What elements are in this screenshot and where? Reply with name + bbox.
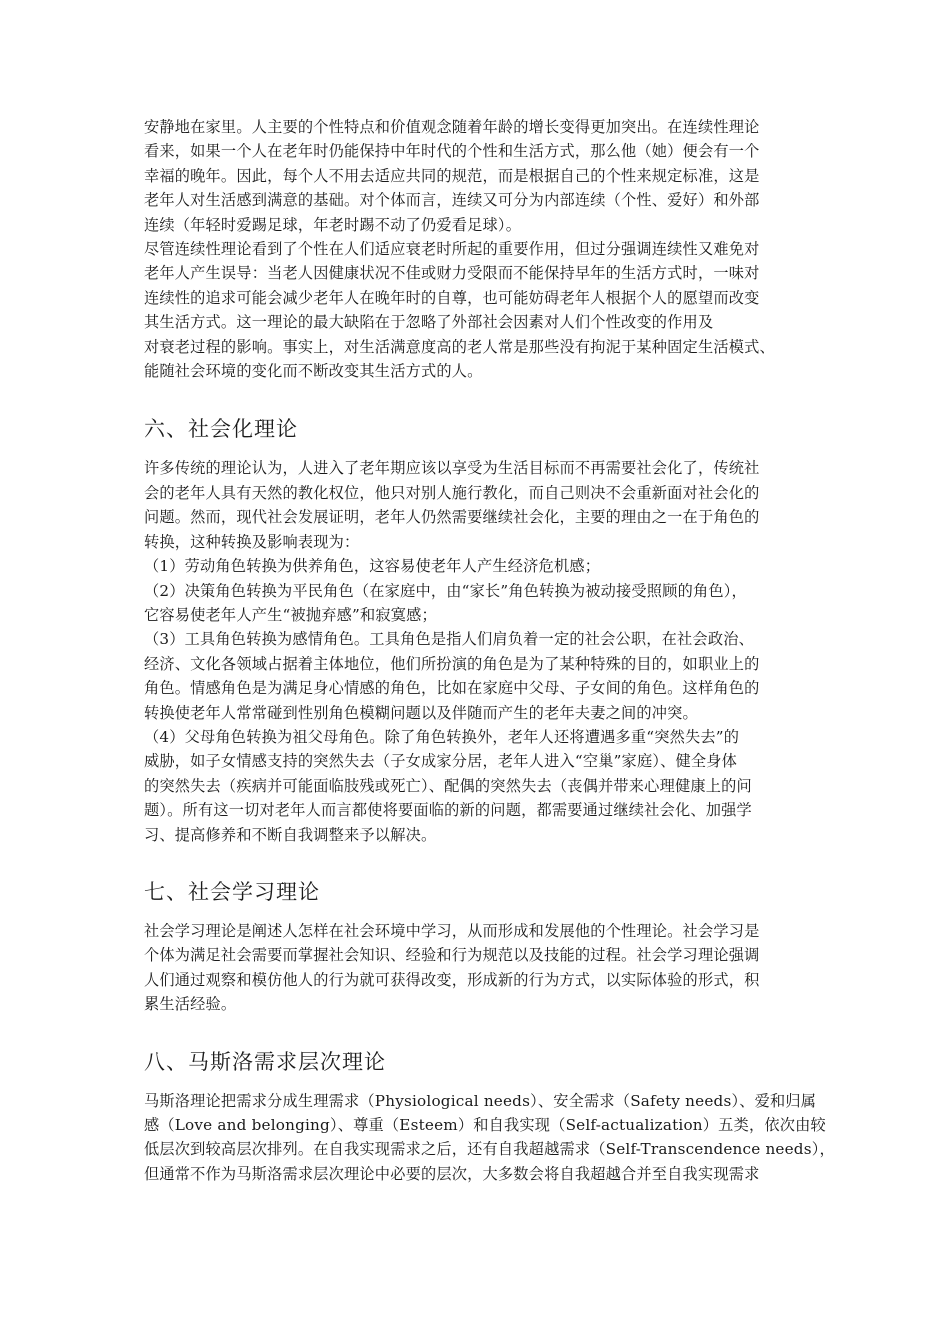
paragraph-continuity-theory-2 xyxy=(144,237,810,383)
text-line: 转换使老年人常常碰到性别角色模糊问题以及伴随而产生的老年夫妻之间的冲突。 xyxy=(144,703,698,722)
text-line: 社会学习理论是阐述人怎样在社会环境中学习，从而形成和发展他的个性理论。社会学习是 xyxy=(144,921,760,940)
text-line: 低层次到较高层次排列。在自我实现需求之后，还有自我超越需求（Self-Transcendence needs）， xyxy=(144,1140,835,1159)
text-line: 它容易使老年人产生“被抛弃感”和寂寞感； xyxy=(144,605,437,624)
text-line: 转换，这种转换及影响表现为： xyxy=(144,532,360,551)
text-line: （2）决策角色转换为平民角色（在家庭中，由“家长”角色转换为被动接受照顾的角色）， xyxy=(144,581,747,600)
section-heading-socialization: 六、社会化理论 xyxy=(144,417,298,442)
text-line: 对衰老过程的影响。事实上，对生活满意度高的老人常是那些没有拘泥于某种固定生活模式、 xyxy=(144,337,775,356)
section-heading-maslow: 八、马斯洛需求层次理论 xyxy=(144,1049,386,1074)
text-line: 角色。情感角色是为满足身心情感的角色，比如在家庭中父母、子女间的角色。这样角色的 xyxy=(144,679,760,698)
text-line: 老年人产生误导：当老人因健康状况不佳或财力受限而不能保持早年的生活方式时，一味对 xyxy=(144,264,760,283)
text-line: 人们通过观察和模仿他人的行为就可获得改变，形成新的行为方式，以实际体验的形式，积 xyxy=(144,970,760,989)
text-line: 马斯洛理论把需求分成生理需求（Physiological needs）、安全需求（Safety needs）、爱和归属 xyxy=(144,1091,817,1110)
section-heading-social-learning: 七、社会学习理论 xyxy=(144,879,320,904)
text-line: 经济、文化各领域占据着主体地位，他们所扮演的角色是为了某种特殊的目的，如职业上的 xyxy=(144,654,760,673)
text-line: 许多传统的理论认为，人进入了老年期应该以享受为生活目标而不再需要社会化了，传统社 xyxy=(144,459,760,478)
text-line: 能随社会环境的变化而不断改变其生活方式的人。 xyxy=(144,362,483,381)
text-line: 尽管连续性理论看到了个性在人们适应衰老时所起的重要作用，但过分强调连续性又难免对 xyxy=(144,240,760,259)
text-line: 但通常不作为马斯洛需求层次理论中必要的层次，大多数会将自我超越合并至自我实现需求 xyxy=(144,1164,760,1183)
paragraph-maslow-theory xyxy=(144,1089,835,1187)
text-line: （1）劳动角色转换为供养角色，这容易使老年人产生经济危机感； xyxy=(144,557,601,576)
text-line: 问题。然而，现代社会发展证明，老年人仍然需要继续社会化，主要的理由之一在于角色的 xyxy=(144,508,760,527)
text-line: 其生活方式。这一理论的最大缺陷在于忽略了外部社会因素对人们个性改变的作用及 xyxy=(144,313,714,332)
text-line: 老年人对生活感到满意的基础。对个体而言，连续又可分为内部连续（个性、爱好）和外部 xyxy=(144,191,760,210)
text-line: （3）工具角色转换为感情角色。工具角色是指人们肩负着一定的社会公职，在社会政治、 xyxy=(144,630,754,649)
paragraph-socialization-theory xyxy=(144,456,810,847)
text-line: 连续（年轻时爱踢足球，年老时踢不动了仍爱看足球）。 xyxy=(144,215,522,234)
text-line: 安静地在家里。人主要的个性特点和价值观念随着年龄的增长变得更加突出。在连续性理论 xyxy=(144,118,760,136)
text-line: 威胁，如子女情感支持的突然失去（子女成家分居，老年人进入“空巢”家庭）、健全身体 xyxy=(144,752,738,771)
paragraph-social-learning-theory xyxy=(144,919,810,1017)
text-line: 连续性的追求可能会减少老年人在晚年时的自尊，也可能妨碍老年人根据个人的愿望而改变 xyxy=(144,288,760,307)
text-line: 题）。所有这一切对老年人而言都使将要面临的新的问题，都需要通过继续社会化、加强学 xyxy=(144,801,752,820)
text-line: 看来，如果一个人在老年时仍能保持中年时代的个性和生活方式，那么他（她）便会有一个 xyxy=(144,142,760,161)
text-line: （4）父母角色转换为祖父母角色。除了角色转换外，老年人还将遭遇多重“突然失去”的 xyxy=(144,727,740,746)
text-line: 幸福的晚年。因此，每个人不用去适应共同的规范，而是根据自己的个性来规定标准，这是 xyxy=(144,166,760,185)
text-line: 习、提高修养和不断自我调整来予以解决。 xyxy=(144,825,437,844)
text-line: 感（Love and belonging）、尊重（Esteem）和自我实现（Self-actualization）五类，依次由较 xyxy=(144,1116,826,1134)
text-line: 累生活经验。 xyxy=(144,995,237,1014)
paragraph-continuity-theory-1 xyxy=(144,115,810,237)
text-line: 的突然失去（疾病并可能面临肢残或死亡）、配偶的突然失去（丧偶并带来心理健康上的问 xyxy=(144,776,752,795)
text-line: 会的老年人具有天然的教化权位，他只对别人施行教化，而自己则决不会重新面对社会化的 xyxy=(144,483,760,502)
text-line: 个体为满足社会需要而掌握社会知识、经验和行为规范以及技能的过程。社会学习理论强调 xyxy=(144,946,760,965)
